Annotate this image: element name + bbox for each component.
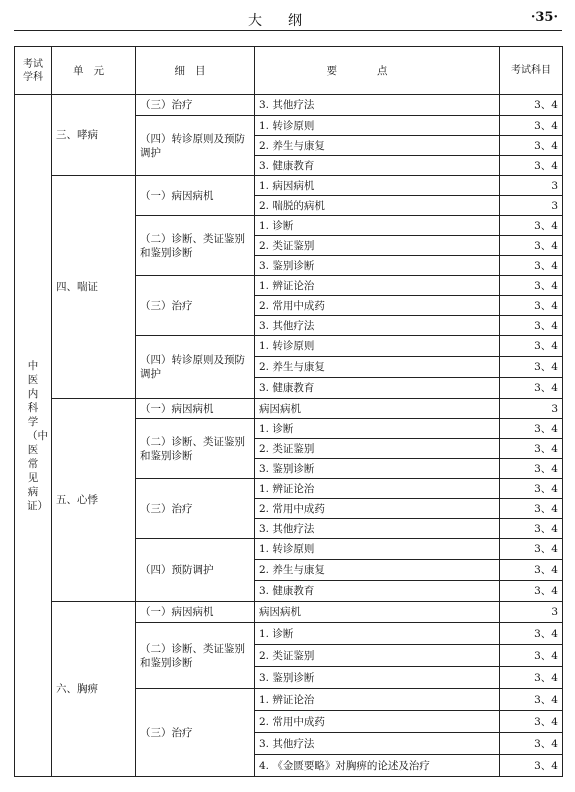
point-cell: 2. 养生与康复 [255, 560, 500, 581]
point-cell: 1. 诊断 [255, 623, 500, 645]
point-cell: 病因病机 [255, 602, 500, 623]
grade-cell: 3、4 [500, 216, 563, 236]
grade-cell: 3、4 [500, 689, 563, 711]
grade-cell: 3、4 [500, 459, 563, 479]
point-cell: 3. 健康教育 [255, 581, 500, 602]
grade-cell: 3、4 [500, 136, 563, 156]
grade-cell: 3、4 [500, 378, 563, 399]
col-header-detail: 细目 [136, 47, 255, 95]
grade-cell: 3、4 [500, 711, 563, 733]
unit-cell: 四、喘证 [52, 176, 136, 399]
grade-cell: 3、4 [500, 419, 563, 439]
point-cell: 3. 其他疗法 [255, 519, 500, 539]
grade-cell: 3、4 [500, 519, 563, 539]
point-cell: 2. 养生与康复 [255, 136, 500, 156]
grade-cell: 3、4 [500, 623, 563, 645]
grade-cell: 3 [500, 196, 563, 216]
grade-cell: 3 [500, 399, 563, 419]
point-cell: 1. 转诊原则 [255, 116, 500, 136]
col-header-subject: 考试学科 [15, 47, 52, 95]
grade-cell: 3、4 [500, 439, 563, 459]
point-cell: 1. 诊断 [255, 419, 500, 439]
grade-cell: 3、4 [500, 539, 563, 560]
grade-cell: 3、4 [500, 116, 563, 136]
col-header-point: 要点 [255, 47, 500, 95]
detail-cell: （一）病因病机 [136, 602, 255, 623]
grade-cell: 3、4 [500, 296, 563, 316]
grade-cell: 3、4 [500, 236, 563, 256]
detail-cell: （三）治疗 [136, 689, 255, 777]
unit-cell: 三、哮病 [52, 95, 136, 176]
grade-cell: 3、4 [500, 276, 563, 296]
grade-cell: 3、4 [500, 645, 563, 667]
table-header-row [15, 47, 563, 95]
detail-cell: （三）治疗 [136, 276, 255, 336]
col-header-unit: 单元 [52, 47, 136, 95]
detail-cell: （一）病因病机 [136, 176, 255, 216]
grade-cell: 3、4 [500, 733, 563, 755]
grade-cell: 3、4 [500, 316, 563, 336]
grade-cell: 3 [500, 176, 563, 196]
point-cell: 1. 诊断 [255, 216, 500, 236]
detail-cell: （一）病因病机 [136, 399, 255, 419]
table-row [15, 399, 563, 419]
unit-cell: 六、胸痹 [52, 602, 136, 777]
detail-cell: （二）诊断、类证鉴别和鉴别诊断 [136, 623, 255, 689]
point-cell: 2. 常用中成药 [255, 499, 500, 519]
grade-cell: 3、4 [500, 479, 563, 499]
point-cell: 3. 鉴别诊断 [255, 256, 500, 276]
table-row [15, 176, 563, 196]
point-cell: 2. 类证鉴别 [255, 439, 500, 459]
table-row [15, 602, 563, 623]
point-cell: 1. 辨证论治 [255, 479, 500, 499]
subject-cell: 中医内科学（中医常见病证） [15, 95, 52, 777]
exam-outline-table [14, 46, 563, 777]
grade-cell: 3、4 [500, 336, 563, 357]
grade-cell: 3、4 [500, 256, 563, 276]
grade-cell: 3、4 [500, 667, 563, 689]
point-cell: 1. 病因病机 [255, 176, 500, 196]
grade-cell: 3 [500, 602, 563, 623]
point-cell: 2. 常用中成药 [255, 711, 500, 733]
point-cell: 3. 其他疗法 [255, 733, 500, 755]
page-header [14, 8, 562, 31]
detail-cell: （二）诊断、类证鉴别和鉴别诊断 [136, 216, 255, 276]
point-cell: 3. 鉴别诊断 [255, 459, 500, 479]
detail-cell: （四）转诊原则及预防调护 [136, 116, 255, 176]
point-cell: 2. 常用中成药 [255, 296, 500, 316]
detail-cell: （二）诊断、类证鉴别和鉴别诊断 [136, 419, 255, 479]
point-cell: 3. 鉴别诊断 [255, 667, 500, 689]
detail-cell: （四）预防调护 [136, 539, 255, 602]
point-cell: 3. 其他疗法 [255, 95, 500, 116]
point-cell: 病因病机 [255, 399, 500, 419]
grade-cell: 3、4 [500, 95, 563, 116]
point-cell: 1. 转诊原则 [255, 539, 500, 560]
grade-cell: 3、4 [500, 581, 563, 602]
detail-cell: （三）治疗 [136, 95, 255, 116]
detail-cell: （三）治疗 [136, 479, 255, 539]
grade-cell: 3、4 [500, 499, 563, 519]
detail-cell: （四）转诊原则及预防调护 [136, 336, 255, 399]
point-cell: 3. 健康教育 [255, 156, 500, 176]
point-cell: 1. 辨证论治 [255, 689, 500, 711]
point-cell: 2. 养生与康复 [255, 357, 500, 378]
table-row [15, 95, 563, 116]
point-cell: 1. 辨证论治 [255, 276, 500, 296]
unit-cell: 五、心悸 [52, 399, 136, 602]
point-cell: 1. 转诊原则 [255, 336, 500, 357]
point-cell: 4. 《金匮要略》对胸痹的论述及治疗 [255, 755, 500, 777]
point-cell: 2. 类证鉴别 [255, 645, 500, 667]
point-cell: 2. 类证鉴别 [255, 236, 500, 256]
grade-cell: 3、4 [500, 755, 563, 777]
grade-cell: 3、4 [500, 357, 563, 378]
point-cell: 2. 喘脱的病机 [255, 196, 500, 216]
grade-cell: 3、4 [500, 560, 563, 581]
grade-cell: 3、4 [500, 156, 563, 176]
point-cell: 3. 健康教育 [255, 378, 500, 399]
point-cell: 3. 其他疗法 [255, 316, 500, 336]
page-number: ·35· [530, 10, 558, 25]
running-title: 大纲 [248, 13, 328, 29]
col-header-grade: 考试科目 [500, 47, 563, 95]
